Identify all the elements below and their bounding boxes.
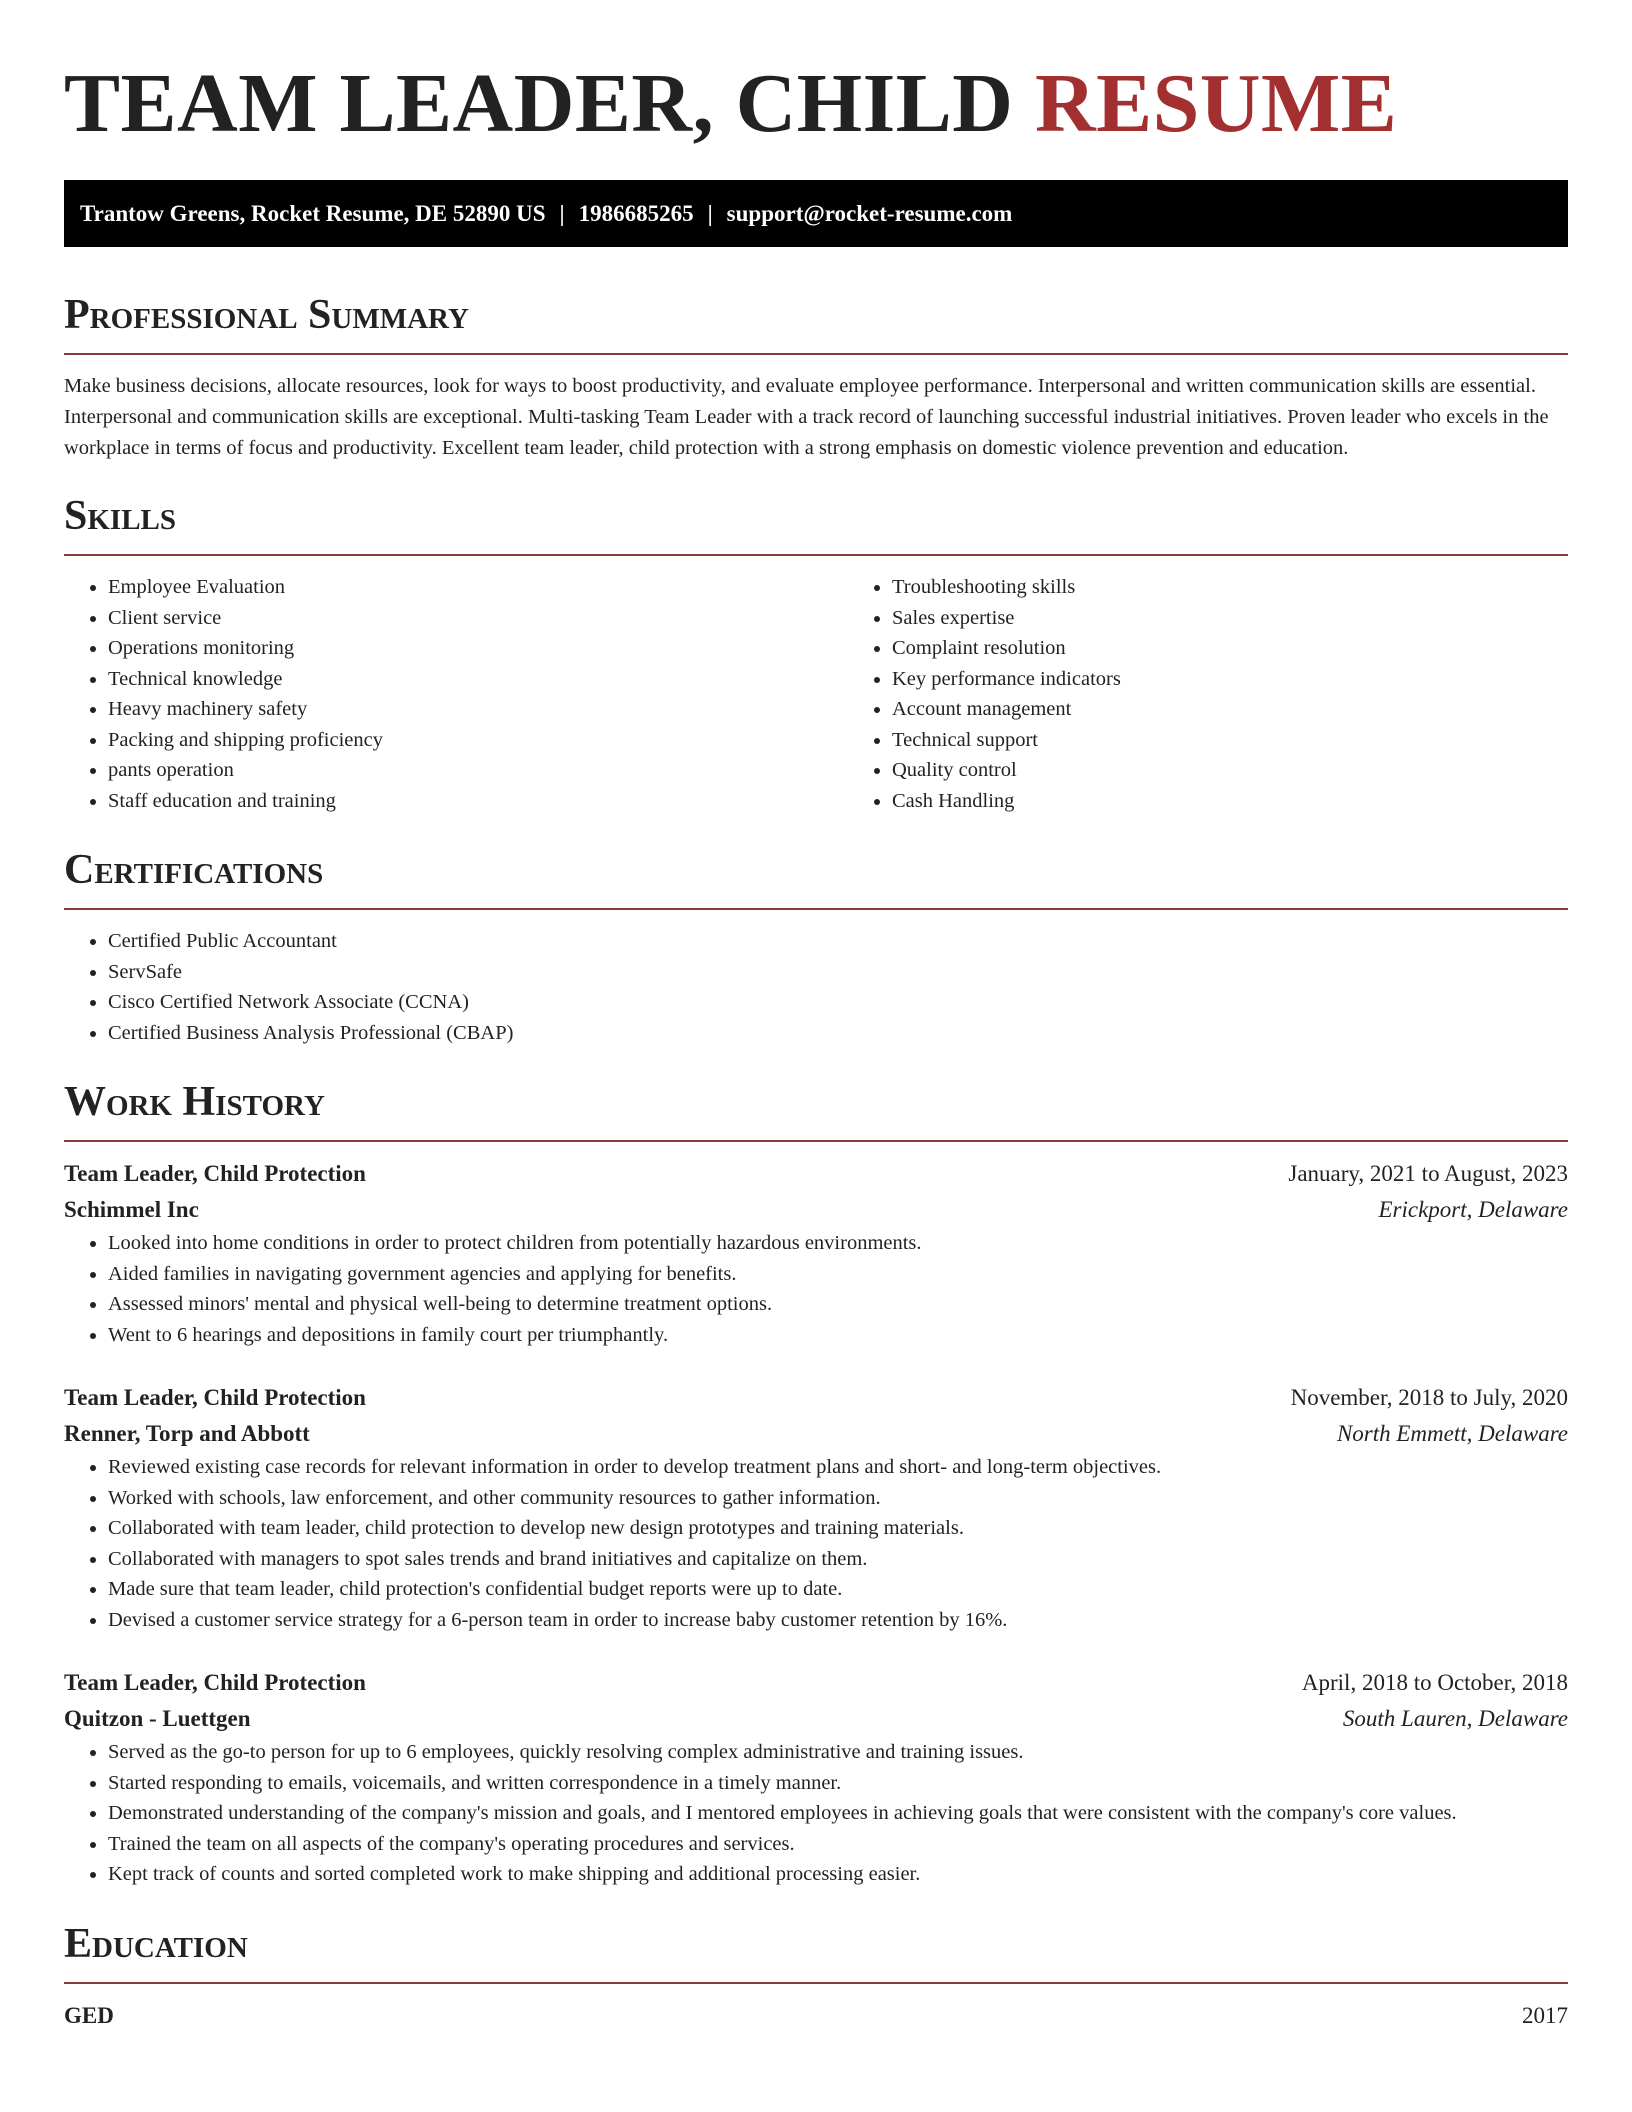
section-divider <box>64 1982 1568 1984</box>
section-divider <box>64 1140 1568 1142</box>
skill-item: • Operations monitoring <box>108 633 848 664</box>
certifications-list <box>64 926 1568 1048</box>
summary-text: Make business decisions, allocate resources, look for ways to boost productivity, and evaluate employee performance. Interpersonal and written communication skills are essential. Interpersonal and communication skills are exceptional. Multi-tasking Team Leader with a track record of launching successful industrial initiatives. Proven leader who excels in the workplace in terms of focus and productivity. Excellent team leader, child protection with a strong emphasis on domestic violence prevention and education. <box>64 375 1549 459</box>
certification-item: • Certified Public Accountant <box>108 926 1568 957</box>
job-bullet: • Assessed minors' mental and physical well-being to determine treatment options. <box>108 1289 1568 1320</box>
skill-item: • Staff education and training <box>108 786 848 817</box>
job-bullet-list <box>64 1452 1568 1635</box>
job-dates: January, 2021 to August, 2023 <box>1288 1161 1568 1186</box>
skills-list-right <box>848 572 1632 816</box>
job-location: Erickport, Delaware <box>1378 1197 1568 1222</box>
skill-item: • Technical support <box>892 725 1632 756</box>
section-heading-education: Education <box>64 1920 248 1967</box>
job-title: Team Leader, Child Protection <box>64 1670 366 1695</box>
skill-item: • Packing and shipping proficiency <box>108 725 848 756</box>
section-heading-summary: Professional Summary <box>64 292 469 338</box>
job-bullet: • Trained the team on all aspects of the company's operating procedures and services. <box>108 1829 1568 1860</box>
skills-section <box>64 492 1568 816</box>
job-bullet: • Went to 6 hearings and depositions in family court per triumphantly. <box>108 1320 1568 1351</box>
job-entry <box>64 1665 1568 1890</box>
job-bullet-list <box>64 1737 1568 1890</box>
skill-item: • Employee Evaluation <box>108 572 848 603</box>
education-year: 2017 <box>1522 2002 1568 2028</box>
education-header-row <box>64 1998 1568 2034</box>
certification-item: • Certified Business Analysis Professional (CBAP) <box>108 1018 1568 1049</box>
skills-list-left <box>64 572 848 816</box>
skill-item: • Account management <box>892 694 1632 725</box>
job-bullet: • Demonstrated understanding of the company's mission and goals, and I mentored employees in achieving goals that were consistent with the company's core values. <box>108 1798 1568 1829</box>
job-bullet: • Looked into home conditions in order to protect children from potentially hazardous environments. <box>108 1228 1568 1259</box>
job-bullet: • Served as the go-to person for up to 6 employees, quickly resolving complex administrative and training issues. <box>108 1737 1568 1768</box>
contact-phone[interactable]: 1986685265 <box>578 201 694 226</box>
skill-item: • Cash Handling <box>892 786 1632 817</box>
job-bullet: • Reviewed existing case records for relevant information in order to develop treatment plans and short- and long-term objectives. <box>108 1452 1568 1483</box>
skill-item: • Quality control <box>892 755 1632 786</box>
job-bullet: • Aided families in navigating government agencies and applying for benefits. <box>108 1259 1568 1290</box>
job-header-row <box>64 1156 1568 1192</box>
job-title: Team Leader, Child Protection <box>64 1161 366 1186</box>
job-bullet: • Kept track of counts and sorted completed work to make shipping and additional processing easier. <box>108 1859 1568 1890</box>
skill-item: • Complaint resolution <box>892 633 1632 664</box>
section-heading-skills: Skills <box>64 493 177 539</box>
skill-item: • Client service <box>108 603 848 634</box>
job-company-row <box>64 1192 1568 1228</box>
contact-email[interactable]: support@rocket-resume.com <box>726 201 1013 226</box>
job-dates: April, 2018 to October, 2018 <box>1301 1670 1568 1695</box>
certifications-section <box>64 846 1568 1048</box>
job-bullet-list <box>64 1228 1568 1350</box>
section-divider <box>64 353 1568 355</box>
job-bullet: • Collaborated with team leader, child protection to develop new design prototypes and training materials. <box>108 1513 1568 1544</box>
job-bullet: • Collaborated with managers to spot sales trends and brand initiatives and capitalize on them. <box>108 1544 1568 1575</box>
education-degree: GED <box>64 2002 114 2028</box>
certification-item: • ServSafe <box>108 957 1568 988</box>
skill-item: • Key performance indicators <box>892 664 1632 695</box>
section-divider <box>64 554 1568 556</box>
contact-separator: | <box>559 201 565 226</box>
job-company-row <box>64 1416 1568 1452</box>
job-company: Quitzon - Luettgen <box>64 1706 251 1731</box>
contact-bar <box>64 180 1568 247</box>
contact-address: Trantow Greens, Rocket Resume, DE 52890 US <box>80 201 546 226</box>
job-location: South Lauren, Delaware <box>1342 1706 1568 1731</box>
education-section <box>64 1920 1568 2034</box>
job-bullet: • Worked with schools, law enforcement, and other community resources to gather information. <box>108 1483 1568 1514</box>
job-header-row <box>64 1665 1568 1701</box>
contact-separator: | <box>707 201 713 226</box>
title-accent: RESUME <box>1034 57 1398 150</box>
skills-grid <box>64 572 1568 816</box>
skill-item: • Heavy machinery safety <box>108 694 848 725</box>
section-heading-work-history: Work History <box>64 1079 325 1125</box>
skill-item: • Sales expertise <box>892 603 1632 634</box>
job-bullet: • Started responding to emails, voicemails, and written correspondence in a timely manner. <box>108 1768 1568 1799</box>
summary-section <box>64 291 1568 464</box>
work-history-section <box>64 1078 1568 1890</box>
job-company: Renner, Torp and Abbott <box>64 1421 310 1446</box>
job-company: Schimmel Inc <box>64 1197 199 1222</box>
job-bullet: • Devised a customer service strategy for a 6-person team in order to increase baby customer retention by 16%. <box>108 1605 1568 1636</box>
job-entry <box>64 1380 1568 1635</box>
job-location: North Emmett, Delaware <box>1336 1421 1568 1446</box>
skill-item: • Technical knowledge <box>108 664 848 695</box>
title-main: TEAM LEADER, CHILD <box>64 57 1014 150</box>
job-entry <box>64 1156 1568 1350</box>
education-entry <box>64 1998 1568 2034</box>
section-heading-certifications: Certifications <box>64 847 324 893</box>
certification-item: • Cisco Certified Network Associate (CCNA) <box>108 987 1568 1018</box>
job-dates: November, 2018 to July, 2020 <box>1290 1385 1568 1410</box>
job-company-row <box>64 1701 1568 1737</box>
resume-page <box>64 0 1568 2034</box>
job-bullet: • Made sure that team leader, child protection's confidential budget reports were up to date. <box>108 1574 1568 1605</box>
skill-item: • Troubleshooting skills <box>892 572 1632 603</box>
resume-title <box>64 0 1568 152</box>
skill-item: • pants operation <box>108 755 848 786</box>
job-header-row <box>64 1380 1568 1416</box>
job-title: Team Leader, Child Protection <box>64 1385 366 1410</box>
section-divider <box>64 908 1568 910</box>
